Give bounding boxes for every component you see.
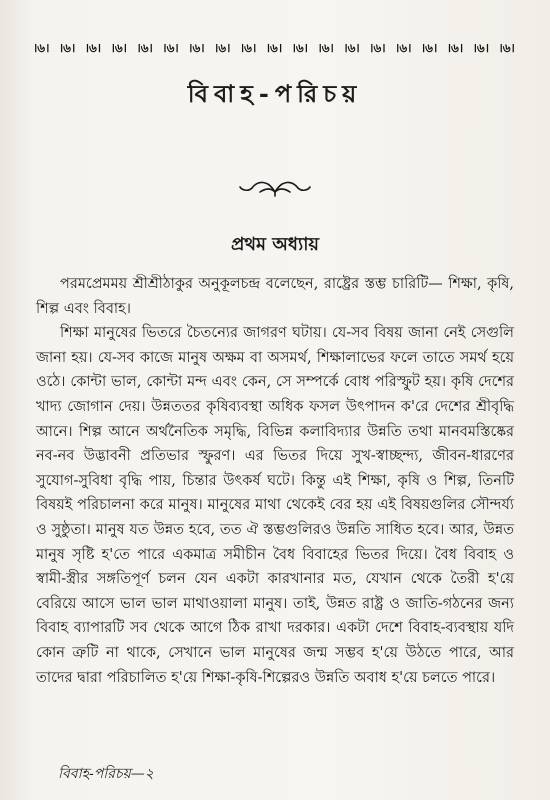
border-ornament: ।৬। bbox=[162, 41, 179, 55]
border-ornament: ।৬। bbox=[498, 41, 515, 55]
page-signature: বিবাহ-পরিচয়—২ bbox=[58, 766, 154, 782]
border-ornament: ।৬। bbox=[343, 41, 360, 55]
border-ornament: ।৬। bbox=[188, 41, 205, 55]
border-ornament: ।৬। bbox=[84, 41, 102, 55]
flourish-ornament-icon bbox=[238, 176, 312, 198]
border-ornament: ।৬। bbox=[446, 41, 464, 55]
border-ornament: ।৬। bbox=[317, 41, 334, 55]
border-ornament: ।৬। bbox=[265, 41, 283, 55]
bleed-through-text bbox=[330, 10, 460, 32]
body-text bbox=[36, 272, 514, 690]
border-ornament: ।৬। bbox=[136, 41, 153, 55]
border-ornament: ।৬। bbox=[110, 41, 127, 55]
border-ornament: ।৬। bbox=[395, 41, 412, 55]
border-ornament: ।৬। bbox=[239, 41, 257, 55]
border-ornament: ।৬। bbox=[472, 41, 489, 55]
border-ornament: ।৬। bbox=[291, 41, 308, 55]
border-ornament: ।৬। bbox=[369, 41, 386, 55]
border-ornament: ।৬। bbox=[420, 41, 438, 55]
border-ornament: ।৬। bbox=[33, 41, 50, 55]
book-title: বিবাহ-পরিচয় bbox=[187, 79, 363, 108]
border-ornament: ।৬। bbox=[58, 41, 76, 55]
border-ornament: ।৬। bbox=[214, 41, 231, 55]
paragraph: শিক্ষা মানুষের ভিতরে চৈতন্যের জাগরণ ঘটায়। যে-সব বিষয় জানা নেই সেগুলি জানা হয়। যে-সব কাজে মানুষ অক্ষম বা অসমর্থ, শিক্ষালাভের ফলে তাতে সমর্থ হয়ে ওঠে। কোন্টা ভাল, কোন্টা মন্দ এবং কেন, সে সম্পর্কে বোধ পরিস্ফুট হয়। কৃষি দেশের খাদ্য জোগান দেয়। উন্নততর কৃষিব্যবস্থা অধিক ফসল উৎপাদন ক'রে দেশের শ্রীবৃদ্ধি আনে। শিল্প আনে অর্থনৈতিক সমৃদ্ধি, বিভিন্ন কলাবিদ্যার উন্নতি তথা মানবমস্তিষ্কের নব-নব উদ্ভাবনী প্রতিভার স্ফুরণ। এর ভিতর দিয়ে সুখ-স্বাচ্ছন্দ্য, জীবন-ধারণের সুযোগ-সুবিধা বৃদ্ধি পায়, চিন্তার উৎকর্ষ ঘটে। কিন্তু এই শিক্ষা, কৃষি ও শিল্প, তিনটি বিষয়ই পরিচালনা করে মানুষ। মানুষের মাথা থেকেই বের হয় এই বিষয়গুলির সৌন্দর্য্য ও সুষ্ঠুতা। মানুষ যত উন্নত হবে, তত ঐ স্তম্ভগুলিরও উন্নতি সাধিত হবে। আর, উন্নত মানুষ সৃষ্টি হ'তে পারে একমাত্র সমীচীন বৈধ বিবাহের ভিতর দিয়ে। বৈধ বিবাহ ও স্বামী-স্ত্রীর সঙ্গতিপূর্ণ চলন যেন একটা কারখানার মত, যেখান থেকে তৈরী হ'য়ে বেরিয়ে আসে ভাল ভাল মাথাওয়ালা মানুষ। তাই, উন্নত রাষ্ট্র ও জাতি-গঠনের জন্য বিবাহ ব্যাপারটি সব থেকে আগে ঠিক রাখা দরকার। একটা দেশে বিবাহ-ব্যবস্থায় যদি কোন ত্রুটি না থাকে, সেখানে ভাল মানুষের জন্ম সম্ভব হ'য়ে উঠতে পারে, আর তাদের দ্বারা পরিচালিত হ'য়ে শিক্ষা-কৃষি-শিল্পেরও উন্নতি অবাধ হ'য়ে চলতে পারে। bbox=[36, 325, 514, 686]
paragraph: পরমপ্রেমময় শ্রীশ্রীঠাকুর অনুকূলচন্দ্র বলেছেন, রাষ্ট্রের স্তম্ভ চারিটি— শিক্ষা, কৃষি, শিল্প এবং বিবাহ। bbox=[36, 276, 514, 317]
chapter-title: প্রথম অধ্যায় bbox=[230, 234, 320, 255]
decorative-border bbox=[33, 43, 515, 57]
